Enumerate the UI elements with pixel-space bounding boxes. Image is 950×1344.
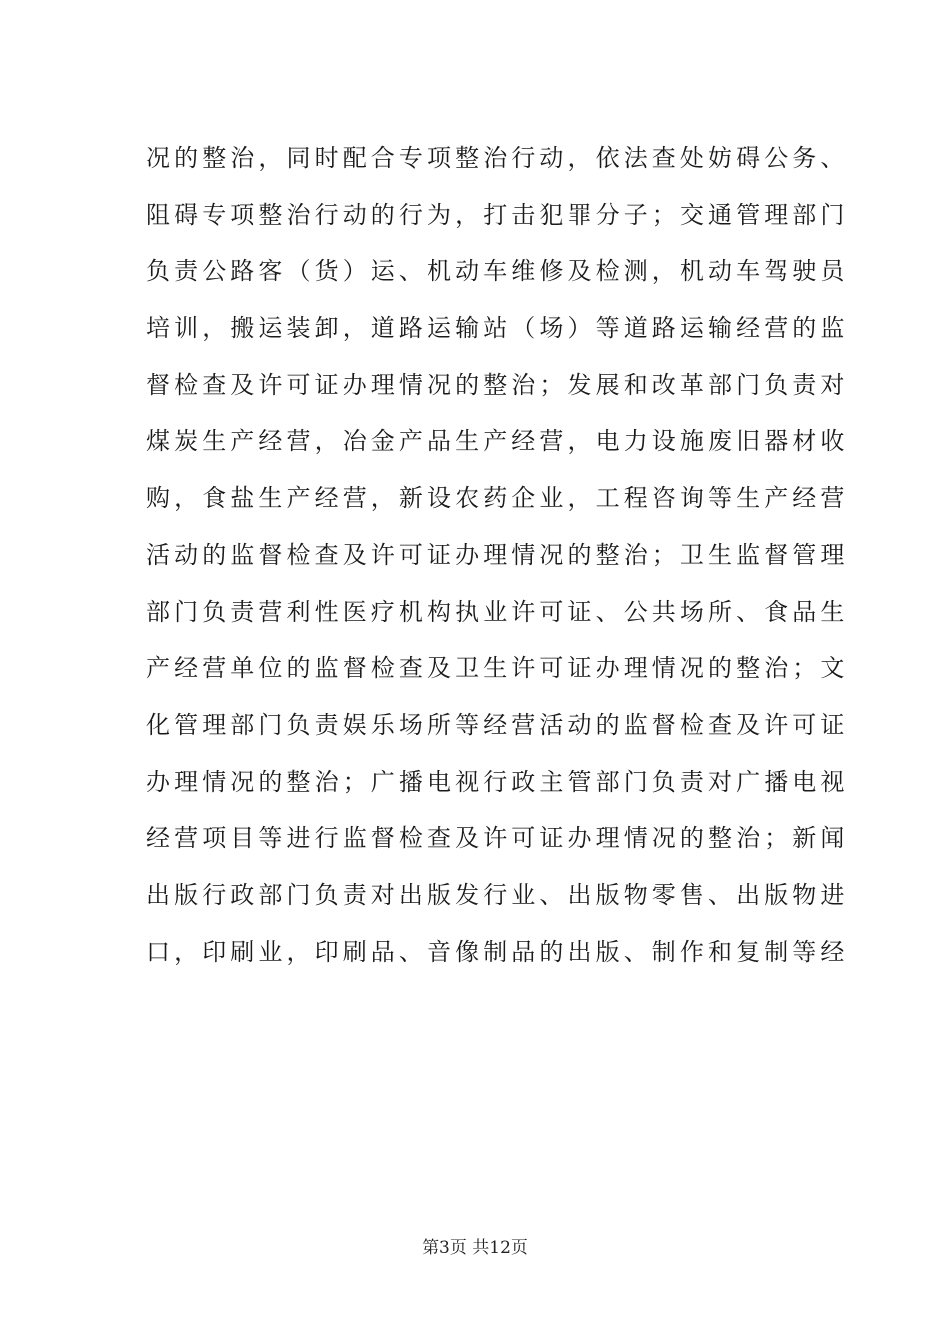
text-line: 督检查及许可证办理情况的整治；发展和改革部门负责对 xyxy=(146,370,849,399)
text-line: 部门负责营利性医疗机构执业许可证、公共场所、食品生 xyxy=(146,597,849,626)
page-footer: 第3页 共12页 xyxy=(422,1238,528,1258)
text-line: 活动的监督检查及许可证办理情况的整治；卫生监督管理 xyxy=(146,540,849,569)
text-line: 况的整治，同时配合专项整治行动，依法查处妨碍公务、 xyxy=(146,144,849,172)
text-line: 经营项目等进行监督检查及许可证办理情况的整治；新闻 xyxy=(146,824,849,853)
text-line: 负责公路客（货）运、机动车维修及检测，机动车驾驶员 xyxy=(146,257,849,286)
text-line: 口，印刷业，印刷品、音像制品的出版、制作和复制等经 xyxy=(146,937,849,966)
text-line: 化管理部门负责娱乐场所等经营活动的监督检查及许可证 xyxy=(146,710,849,739)
body-text xyxy=(146,130,849,980)
text-line: 阻碍专项整治行动的行为，打击犯罪分子；交通管理部门 xyxy=(146,200,849,229)
text-line: 购，食盐生产经营，新设农药企业，工程咨询等生产经营 xyxy=(146,484,849,513)
text-line: 煤炭生产经营，冶金产品生产经营，电力设施废旧器材收 xyxy=(146,427,849,456)
text-line: 产经营单位的监督检查及卫生许可证办理情况的整治；文 xyxy=(146,654,849,683)
text-line: 办理情况的整治；广播电视行政主管部门负责对广播电视 xyxy=(146,767,849,796)
text-line: 培训，搬运装卸，道路运输站（场）等道路运输经营的监 xyxy=(146,314,849,343)
text-line: 出版行政部门负责对出版发行业、出版物零售、出版物进 xyxy=(146,880,849,909)
